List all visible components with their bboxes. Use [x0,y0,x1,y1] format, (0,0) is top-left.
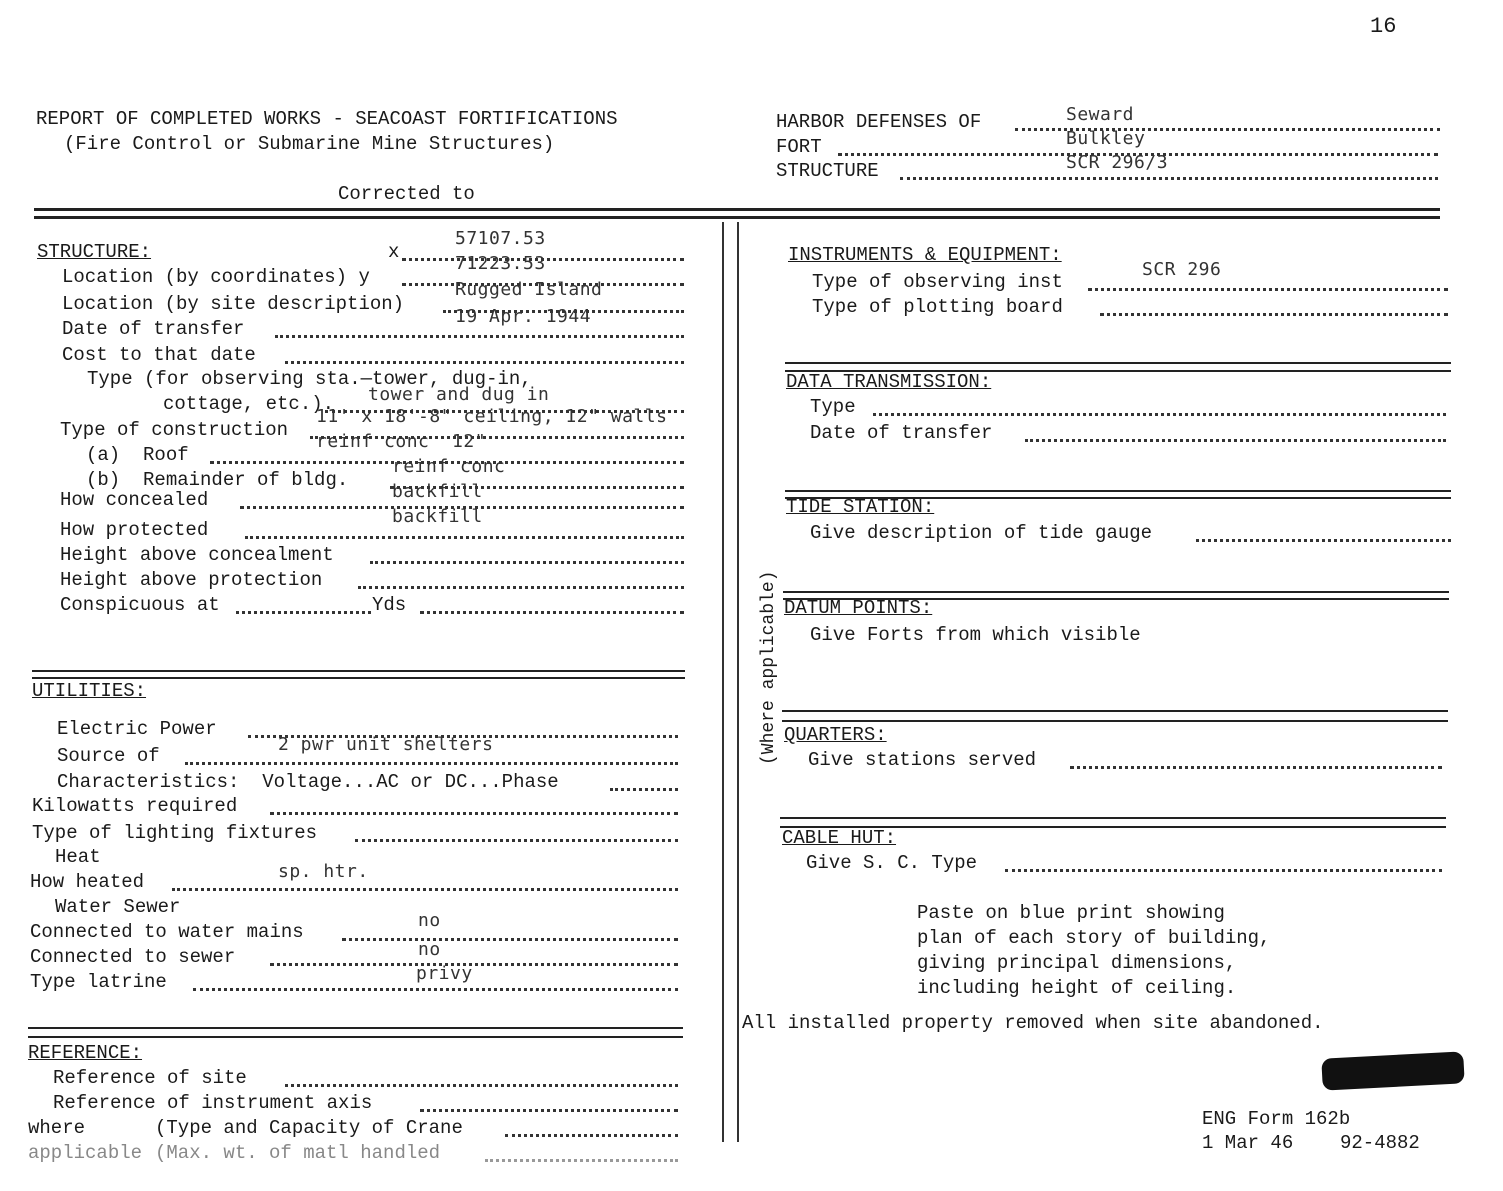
corrected-to-label: Corrected to [338,183,475,205]
quarters-rule-2 [782,720,1448,722]
cable-type-dots [1005,869,1442,872]
transfer-dots [275,335,684,338]
construction-label: Type of construction [60,419,289,441]
sewer-label: Connected to sewer [30,946,236,968]
type-label-2: cottage, etc.). [163,393,335,415]
instrument-axis-label: Reference of instrument axis [53,1092,373,1114]
form-number: ENG Form 162b [1202,1108,1351,1130]
page-number: 16 [1370,14,1397,39]
y-value: 71223.53 [455,253,546,274]
concealed-label: How concealed [60,489,209,511]
blueprint-note-line-1: Paste on blue print showing [917,902,1225,924]
top-rule-2 [34,216,1440,219]
harbor-value: Seward [1066,104,1135,125]
cable-type-label: Give S. C. Type [806,852,978,874]
location-coord-label: Location (by coordinates) y [62,266,370,288]
form-title: REPORT OF COMPLETED WORKS - SEACOAST FORTIFICATIONS [36,108,618,130]
data-transmission-heading: DATA TRANSMISSION: [786,371,992,393]
protected-value: backfill [392,506,483,527]
fort-value: Bulkley [1066,128,1146,149]
source-value: 2 pwr unit shelters [278,734,494,755]
reference-rule-1 [28,1027,683,1029]
instruments-heading: INSTRUMENTS & EQUIPMENT: [788,244,1062,266]
observing-dots [1088,288,1448,291]
applicable-label: applicable [28,1142,143,1164]
reference-heading: REFERENCE: [28,1042,143,1064]
data-transfer-dots [1025,439,1446,442]
material-label: (Max. wt. of matl handled [155,1142,441,1164]
data-type-label: Type [810,396,856,418]
type-label-1: Type (for observing sta.—tower, dug-in, [87,368,532,390]
how-heated-value: sp. htr. [278,861,369,882]
removed-note: All installed property removed when site abandoned. [742,1012,1324,1034]
data-rule-1 [785,362,1451,364]
roof-label: (a) Roof [86,444,189,466]
utilities-rule-2 [32,677,685,679]
fort-label: FORT [776,136,822,158]
heated-dots [172,888,678,891]
data-transfer-label: Date of transfer [810,422,993,444]
transfer-date-value: 19 Apr. 1944 [455,306,592,327]
quarters-heading: QUARTERS: [784,724,887,746]
sewer-value: no [418,939,441,960]
protected-label: How protected [60,519,209,541]
structure-header-label: STRUCTURE [776,160,879,182]
location-site-label: Location (by site description) [62,293,405,315]
crane-label: (Type and Capacity of Crane [155,1117,463,1139]
data-type-dots [873,413,1446,416]
datum-points-heading: DATUM POINTS: [784,597,933,619]
tide-rule-1 [785,490,1451,492]
plotting-board-label: Type of plotting board [812,296,1063,318]
lighting-dots [355,839,678,842]
redaction-mark [1321,1051,1464,1090]
observing-inst-label: Type of observing inst [812,271,1063,293]
top-rule-1 [34,208,1440,211]
remainder-value: reinf conc [392,456,506,477]
utilities-heading: UTILITIES: [32,680,147,702]
location-site-value: Rugged Island [455,279,603,300]
cost-label: Cost to that date [62,344,256,366]
structure-heading: STRUCTURE: [37,241,152,263]
blueprint-note-line-4: including height of ceiling. [917,977,1237,999]
tide-gauge-dots [1196,539,1451,542]
water-dots [342,938,678,941]
reference-site-dots [285,1084,678,1087]
conspicuous-dots-1 [236,611,371,614]
remainder-label: (b) Remainder of bldg. [86,469,349,491]
lighting-label: Type of lighting fixtures [32,822,318,844]
where-applicable-note: (Where applicable) [759,570,779,765]
harbor-defenses-label: HARBOR DEFENSES OF [776,111,982,133]
height-concealment-label: Height above concealment [60,544,334,566]
x-value: 57107.53 [455,228,546,249]
cable-rule-1 [780,817,1446,819]
conspicuous-unit: Yds [372,594,407,616]
latrine-value: privy [416,963,473,984]
x-label: x [388,241,400,263]
kilowatts-label: Kilowatts required [32,795,238,817]
form-date: 1 Mar 46 [1202,1132,1294,1154]
conspicuous-label: Conspicuous at [60,594,220,616]
height-protection-label: Height above protection [60,569,323,591]
source-dots [185,762,678,765]
transfer-date-label: Date of transfer [62,318,245,340]
datum-forts-label: Give Forts from which visible [810,624,1141,646]
cost-dots [285,361,684,364]
height-protection-dots [358,586,684,589]
electric-power-label: Electric Power [57,718,217,740]
blueprint-note-line-2: plan of each story of building, [917,927,1271,949]
water-sewer-label: Water Sewer [55,896,181,918]
water-mains-label: Connected to water mains [30,921,304,943]
construction-value-2: reinf conc 12" [316,431,487,452]
quarters-dots [1070,766,1442,769]
form-subtitle: (Fire Control or Submarine Mine Structures) [64,133,555,155]
datum-rule-1 [783,591,1449,593]
protected-dots [245,536,684,539]
concealed-value: backfill [392,481,483,502]
plotting-dots [1100,313,1448,316]
tide-station-heading: TIDE STATION: [786,496,935,518]
conspicuous-dots-2 [420,611,684,614]
latrine-label: Type latrine [30,971,167,993]
structure-header-dots [900,177,1438,180]
column-divider-2 [737,222,739,1142]
reference-site-label: Reference of site [53,1067,247,1089]
structure-header-value: SCR 296/3 [1066,152,1169,173]
utilities-rule-1 [32,670,685,672]
latrine-dots [193,988,678,991]
sewer-dots [270,963,678,966]
form-code: 92-4882 [1340,1132,1420,1154]
quarters-stations-label: Give stations served [808,749,1037,771]
quarters-rule-1 [782,710,1448,712]
heat-label: Heat [55,846,101,868]
observing-inst-value: SCR 296 [1142,259,1222,280]
kilowatts-dots [270,812,678,815]
crane-dots [505,1134,678,1137]
reference-rule-2 [28,1036,683,1038]
characteristics-label: Characteristics: Voltage...AC or DC...Phase [57,771,559,793]
material-dots [485,1159,678,1162]
cable-hut-heading: CABLE HUT: [782,827,897,849]
type-value: tower and dug in [368,384,550,405]
column-divider-1 [722,222,724,1142]
instrument-axis-dots [420,1109,678,1112]
source-label: Source of [57,745,160,767]
water-mains-value: no [418,910,441,931]
construction-value: 11' x 18'-8" ceiling, 12" walls [316,406,668,427]
where-label: where [28,1117,86,1139]
how-heated-label: How heated [30,871,145,893]
blueprint-note-line-3: giving principal dimensions, [917,952,1237,974]
height-concealment-dots [370,561,684,564]
characteristics-dots [610,788,678,791]
tide-gauge-label: Give description of tide gauge [810,522,1153,544]
